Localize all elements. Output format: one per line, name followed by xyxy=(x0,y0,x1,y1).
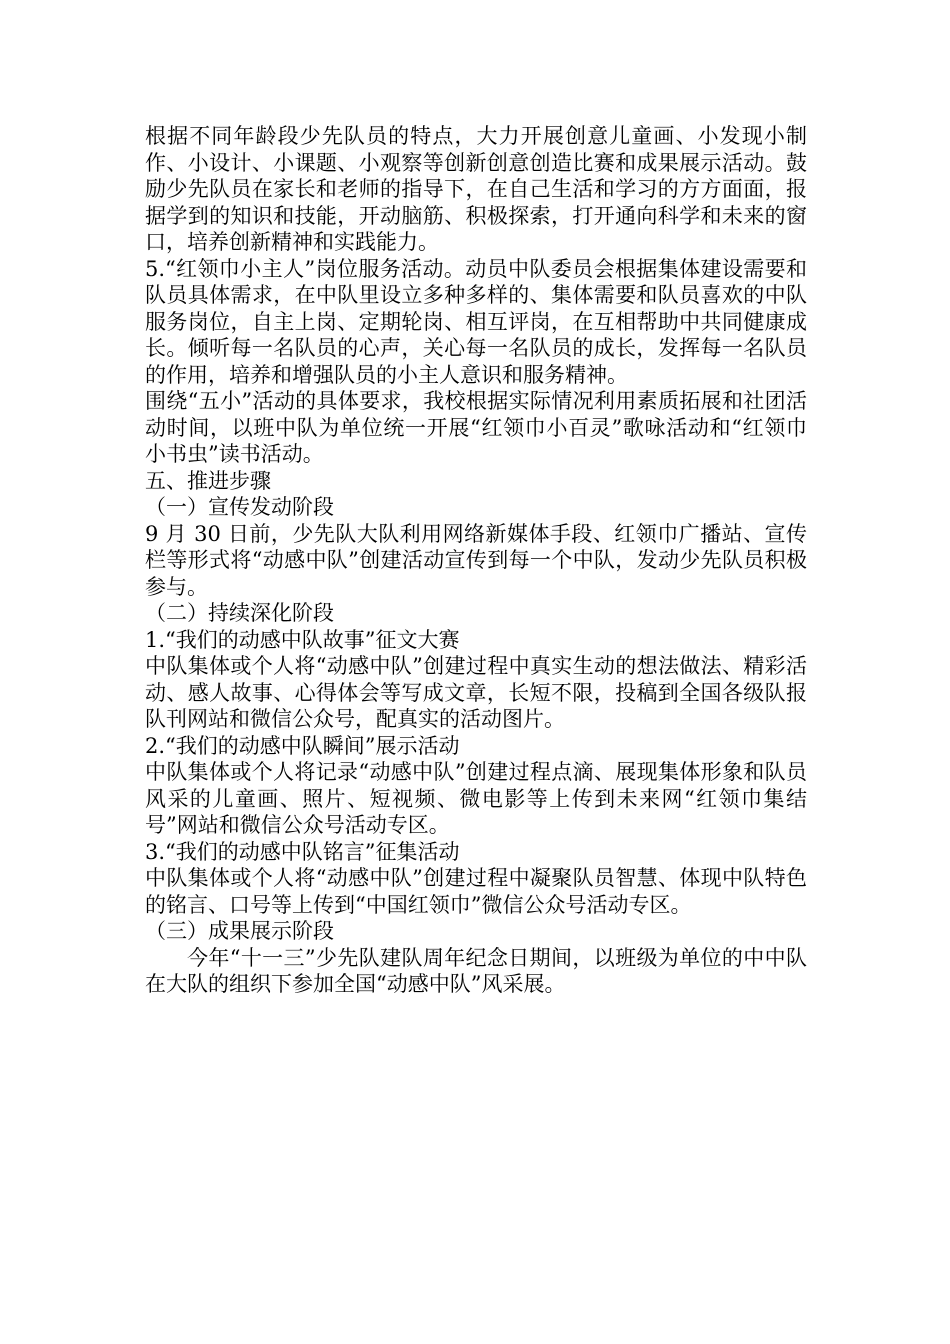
document-page xyxy=(145,123,807,998)
heading-stage-two: （二）持续深化阶段 xyxy=(145,601,334,625)
paragraph-item-3-motto: 中队集体或个人将“动感中队”创建过程中凝聚队员智慧、体现中队特色的铭言、口号等上传到“中国红领巾”微信公众号活动专区。 xyxy=(145,866,807,917)
paragraph-item-2-moment: 中队集体或个人将记录“动感中队”创建过程点滴、展现集体形象和队员风采的儿童画、照片、短视频、微电影等上传到未来网“红领巾集结号”网站和微信公众号活动专区。 xyxy=(145,760,807,837)
paragraph-stage-three: 今年“十一三”少先队建队周年纪念日期间，以班级为单位的中中队在大队的组织下参加全国“动感中队”风采展。 xyxy=(145,945,807,996)
paragraph-item-1-story: 中队集体或个人将“动感中队”创建过程中真实生动的想法做法、精彩活动、感人故事、心得体会等写成文章，长短不限，投稿到全国各级队报队刊网站和微信公众号，配真实的活动图片。 xyxy=(145,654,807,731)
paragraph-stage-one: 9 月 30 日前，少先队大队利用网络新媒体手段、红领巾广播站、宣传栏等形式将“动感中队”创建活动宣传到每一个中队，发动少先队员积极参与。 xyxy=(145,521,807,599)
paragraph-five-small-requirements: 围绕“五小”活动的具体要求，我校根据实际情况利用素质拓展和社团活动时间，以班中队为单位统一开展“红领巾小百灵”歌咏活动和“红领巾小书虫”读书活动。 xyxy=(145,389,807,466)
heading-item-1-story: 1.“我们的动感中队故事”征文大赛 xyxy=(145,627,460,652)
heading-stage-three: （三）成果展示阶段 xyxy=(145,919,334,943)
heading-item-2-moment: 2.“我们的动感中队瞬间”展示活动 xyxy=(145,733,460,758)
heading-stage-one: （一）宣传发动阶段 xyxy=(145,495,334,519)
heading-section-five: 五、推进步骤 xyxy=(145,468,271,493)
heading-item-3-motto: 3.“我们的动感中队铭言”征集活动 xyxy=(145,839,460,864)
paragraph-item-5-little-host: 5.“红领巾小主人”岗位服务活动。动员中队委员会根据集体建设需要和队员具体需求，在中队里设立多种多样的、集体需要和队员喜欢的中队服务岗位，自主上岗、定期轮岗、相互评岗，在互相帮助中共同健康成长。倾听每一名队员的心声，关心每一名队员的成长，发挥每一名队员的作用，培养和增强队员的小主人意识和服务精神。 xyxy=(145,256,807,387)
paragraph-five-small-innovation: 根据不同年龄段少先队员的特点，大力开展创意儿童画、小发现小制作、小设计、小课题、小观察等创新创意创造比赛和成果展示活动。鼓励少先队员在家长和老师的指导下，在自己生活和学习的方方面面，报据学到的知识和技能，开动脑筋、积极探索，打开通向科学和未来的窗口，培养创新精神和实践能力。 xyxy=(145,124,807,254)
